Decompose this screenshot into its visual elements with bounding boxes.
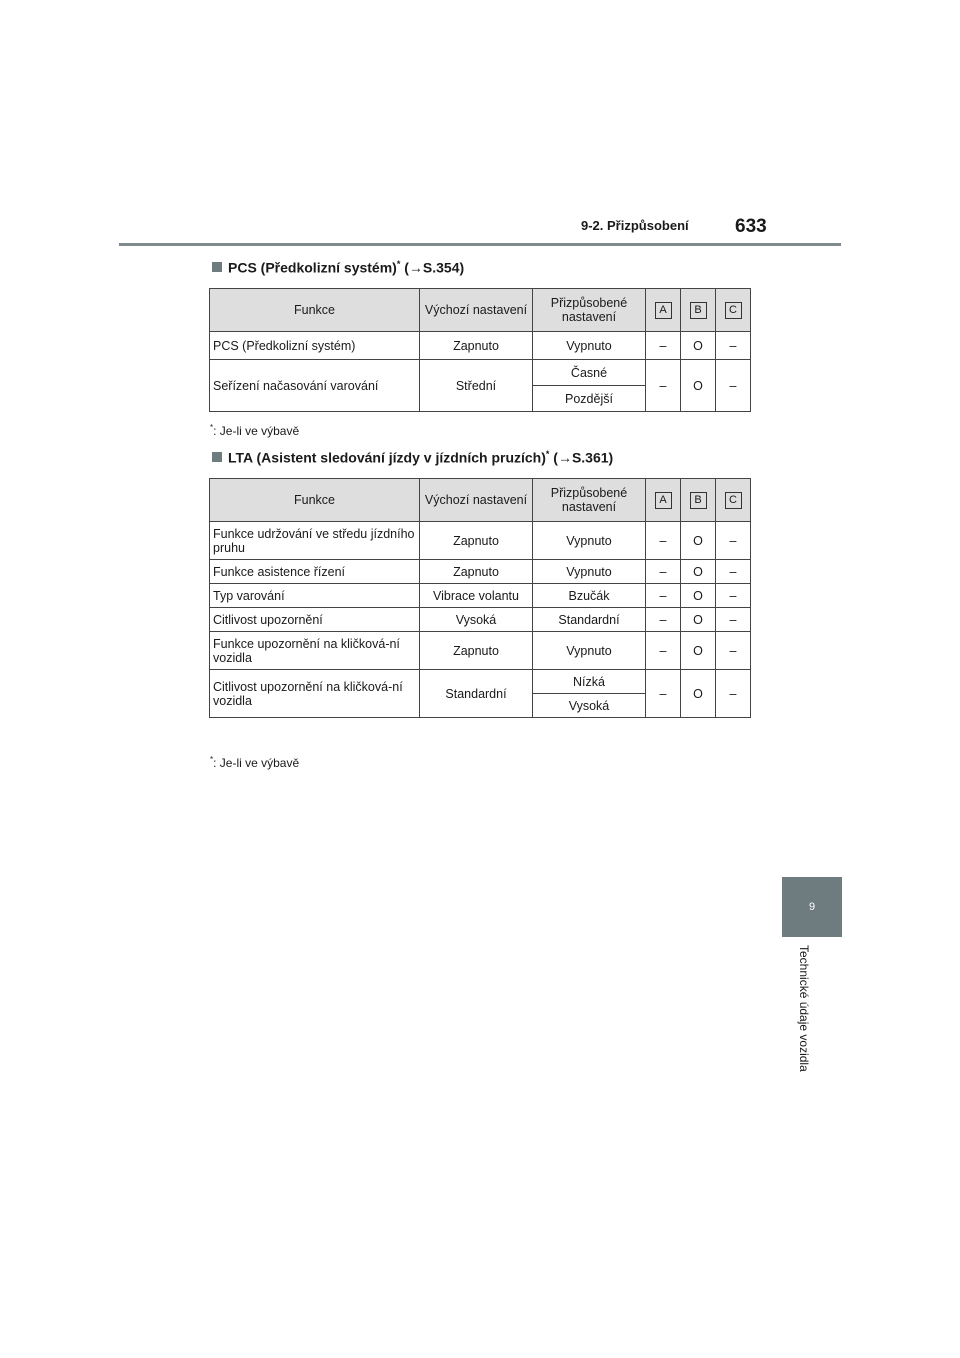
letter-c: C — [725, 302, 742, 319]
header-rule — [119, 243, 841, 246]
row-vychozi: Vibrace volantu — [420, 584, 533, 608]
row-vychozi: Zapnuto — [420, 522, 533, 560]
row-vychozi: Vysoká — [420, 608, 533, 632]
col-b: O — [681, 560, 716, 584]
table-header — [210, 479, 751, 522]
table-row — [210, 360, 751, 386]
col-a: – — [646, 608, 681, 632]
pcs-footnote — [210, 423, 299, 438]
letter-a: A — [655, 302, 672, 319]
row-vychozi: Střední — [420, 360, 533, 412]
table-row — [210, 670, 751, 694]
chapter-label-text: Technické údaje vozidla — [797, 945, 811, 1072]
lta-footnote — [210, 755, 299, 770]
asterisk: * — [396, 259, 401, 269]
row-vychozi: Zapnuto — [420, 632, 533, 670]
col-c: – — [716, 522, 751, 560]
asterisk: * — [545, 449, 550, 459]
table-row — [210, 522, 751, 560]
col-c: – — [716, 632, 751, 670]
table-row — [210, 332, 751, 360]
col-b: O — [681, 632, 716, 670]
header-vychozi: Výchozí nastavení — [420, 289, 533, 332]
row-prizp: Vypnuto — [533, 522, 646, 560]
letter-b: B — [690, 492, 707, 509]
table-row — [210, 560, 751, 584]
row-prizp: Vypnuto — [533, 560, 646, 584]
col-b: O — [681, 584, 716, 608]
col-b: O — [681, 332, 716, 360]
col-a: – — [646, 522, 681, 560]
row-prizp: Nízká — [533, 670, 646, 694]
table-row — [210, 608, 751, 632]
header-vychozi: Výchozí nastavení — [420, 479, 533, 522]
row-prizp: Vypnuto — [533, 632, 646, 670]
header-prizpusobene: Přizpůsobené nastavení — [533, 289, 646, 332]
letter-b: B — [690, 302, 707, 319]
row-funkce: Typ varování — [210, 584, 420, 608]
header-funkce: Funkce — [210, 479, 420, 522]
row-vychozi: Zapnuto — [420, 560, 533, 584]
pcs-heading — [212, 259, 464, 276]
col-c: – — [716, 608, 751, 632]
header-c — [716, 289, 751, 332]
lta-ref: (→S.361) — [553, 449, 614, 466]
row-funkce: Funkce asistence řízení — [210, 560, 420, 584]
row-funkce: Citlivost upozornění — [210, 608, 420, 632]
row-funkce: Seřízení načasování varování — [210, 360, 420, 412]
row-funkce: Funkce udržování ve středu jízdního pruhu — [210, 522, 420, 560]
col-c: – — [716, 360, 751, 412]
col-a: – — [646, 560, 681, 584]
page-number: 633 — [735, 216, 767, 237]
col-c: – — [716, 332, 751, 360]
col-c: – — [716, 584, 751, 608]
footnote-text: : Je-li ve výbavě — [213, 424, 300, 438]
row-prizp: Časné — [533, 360, 646, 386]
header-prizpusobene: Přizpůsobené nastavení — [533, 479, 646, 522]
header-c — [716, 479, 751, 522]
table-row — [210, 584, 751, 608]
lta-table — [209, 478, 751, 718]
header-a — [646, 289, 681, 332]
header-b — [681, 479, 716, 522]
col-a: – — [646, 632, 681, 670]
col-a: – — [646, 670, 681, 718]
section-title: 9-2. Přizpůsobení — [581, 218, 689, 233]
row-funkce: Funkce upozornění na kličková-ní vozidla — [210, 632, 420, 670]
letter-a: A — [655, 492, 672, 509]
row-vychozi: Zapnuto — [420, 332, 533, 360]
table-header — [210, 289, 751, 332]
header-a — [646, 479, 681, 522]
chapter-tab: 9 — [782, 877, 842, 937]
col-a: – — [646, 584, 681, 608]
row-prizp: Pozdější — [533, 386, 646, 412]
col-b: O — [681, 522, 716, 560]
col-b: O — [681, 360, 716, 412]
row-prizp: Vysoká — [533, 694, 646, 718]
row-prizp: Standardní — [533, 608, 646, 632]
square-bullet-icon — [212, 452, 222, 462]
row-funkce: PCS (Předkolizní systém) — [210, 332, 420, 360]
chapter-label — [797, 945, 815, 1115]
lta-heading — [212, 449, 613, 466]
row-prizp: Bzučák — [533, 584, 646, 608]
header-funkce: Funkce — [210, 289, 420, 332]
pcs-ref: (→S.354) — [404, 259, 465, 276]
col-c: – — [716, 560, 751, 584]
pcs-title: PCS (Předkolizní systém) — [228, 259, 397, 276]
row-vychozi: Standardní — [420, 670, 533, 718]
col-a: – — [646, 360, 681, 412]
asterisk: * — [210, 423, 214, 432]
lta-title: LTA (Asistent sledování jízdy v jízdních pruzích) — [228, 449, 546, 466]
row-prizp: Vypnuto — [533, 332, 646, 360]
header-b — [681, 289, 716, 332]
footnote-text: : Je-li ve výbavě — [213, 756, 300, 770]
asterisk: * — [210, 755, 214, 764]
row-funkce: Citlivost upozornění na kličková-ní vozidla — [210, 670, 420, 718]
col-a: – — [646, 332, 681, 360]
col-c: – — [716, 670, 751, 718]
square-bullet-icon — [212, 262, 222, 272]
col-b: O — [681, 608, 716, 632]
pcs-table — [209, 288, 751, 412]
table-row — [210, 632, 751, 670]
letter-c: C — [725, 492, 742, 509]
col-b: O — [681, 670, 716, 718]
